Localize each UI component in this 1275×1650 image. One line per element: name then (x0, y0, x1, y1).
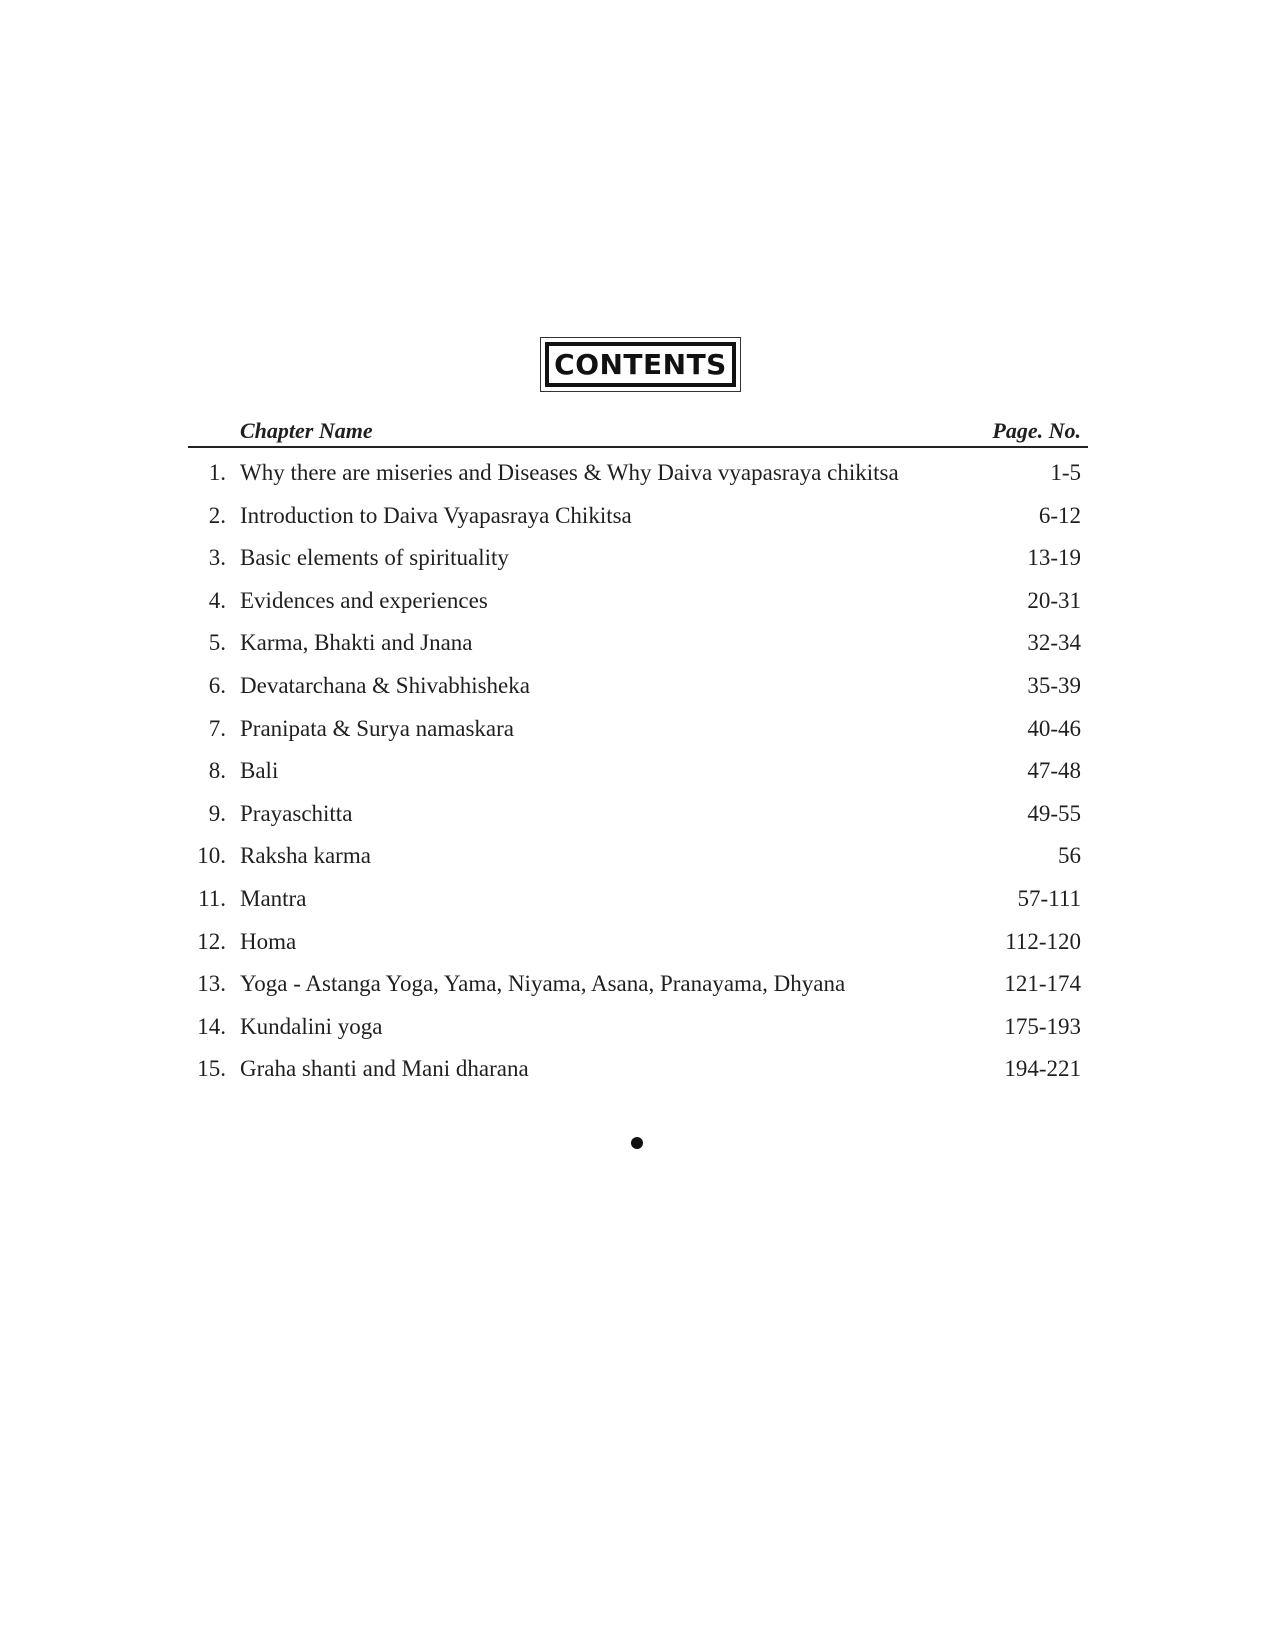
chapter-pages: 112-120 (1005, 928, 1081, 954)
chapter-number: 10. (197, 843, 226, 869)
chapter-pages: 194-221 (1004, 1056, 1081, 1082)
chapter-pages: 13-19 (1027, 545, 1081, 571)
chapter-number: 13. (197, 971, 226, 997)
toc-list (188, 456, 1088, 1095)
chapter-pages: 20-31 (1027, 587, 1081, 613)
chapter-number: 7. (208, 715, 226, 741)
chapter-pages: 49-55 (1027, 800, 1081, 826)
toc-entry[interactable] (188, 839, 1088, 882)
chapter-title: Prayaschitta (240, 800, 353, 826)
chapter-number: 3. (208, 545, 226, 571)
chapter-title: Graha shanti and Mani dharana (240, 1056, 529, 1082)
chapter-number: 4. (208, 587, 226, 613)
chapter-title: Basic elements of spirituality (240, 545, 509, 571)
chapter-number: 14. (197, 1013, 226, 1039)
toc-entry[interactable] (188, 626, 1088, 669)
toc-entry[interactable] (188, 1052, 1088, 1095)
contents-title-box (540, 337, 741, 392)
chapter-title: Karma, Bhakti and Jnana (240, 630, 473, 656)
chapter-name-heading: Chapter Name (240, 418, 373, 443)
toc-entry[interactable] (188, 797, 1088, 840)
chapter-number: 8. (208, 758, 226, 784)
toc-entry[interactable] (188, 712, 1088, 755)
chapter-title: Introduction to Daiva Vyapasraya Chikitsa (240, 502, 632, 528)
toc-entry[interactable] (188, 456, 1088, 499)
chapter-pages: 1-5 (1050, 460, 1081, 485)
toc-entry[interactable] (188, 1010, 1088, 1053)
toc-entry[interactable] (188, 541, 1088, 584)
chapter-title: Bali (240, 758, 279, 784)
chapter-title: Kundalini yoga (240, 1013, 383, 1039)
chapter-number: 9. (208, 800, 226, 826)
chapter-number: 2. (208, 502, 226, 528)
chapter-title: Homa (240, 928, 297, 954)
toc-entry[interactable] (188, 584, 1088, 627)
toc-header (188, 412, 1088, 448)
chapter-number: 5. (208, 630, 226, 656)
chapter-pages: 40-46 (1027, 715, 1081, 741)
toc-entry[interactable] (188, 499, 1088, 542)
chapter-pages: 57-111 (1017, 885, 1081, 911)
chapter-number: 6. (208, 672, 226, 698)
toc-entry[interactable] (188, 754, 1088, 797)
chapter-title: Mantra (240, 885, 307, 911)
toc-entry[interactable] (188, 925, 1088, 968)
chapter-title: Why there are miseries and Diseases & Why Daiva vyapasraya chikitsa (240, 460, 899, 485)
chapter-pages: 6-12 (1038, 502, 1081, 528)
chapter-pages: 56 (1058, 843, 1081, 869)
chapter-pages: 175-193 (1004, 1013, 1081, 1039)
chapter-title: Evidences and experiences (240, 587, 488, 613)
chapter-number: 12. (197, 928, 226, 954)
toc-entry[interactable] (188, 669, 1088, 712)
chapter-title: Pranipata & Surya namaskara (240, 715, 514, 741)
chapter-pages: 47-48 (1027, 758, 1081, 784)
chapter-title: Yoga - Astanga Yoga, Yama, Niyama, Asana, Pranayama, Dhyana (240, 971, 846, 997)
page-no-heading: Page. No. (992, 418, 1081, 443)
end-bullet-icon (631, 1137, 643, 1149)
chapter-title: Devatarchana & Shivabhisheka (240, 672, 530, 698)
contents-title: CONTENTS (545, 342, 736, 387)
chapter-number: 15. (197, 1056, 226, 1082)
chapter-pages: 32-34 (1027, 630, 1081, 656)
toc-entry[interactable] (188, 967, 1088, 1010)
chapter-title: Raksha karma (240, 843, 371, 869)
chapter-number: 11. (198, 885, 226, 911)
toc-entry[interactable] (188, 882, 1088, 925)
chapter-number: 1. (208, 460, 226, 485)
chapter-pages: 35-39 (1027, 672, 1081, 698)
chapter-pages: 121-174 (1004, 971, 1081, 997)
